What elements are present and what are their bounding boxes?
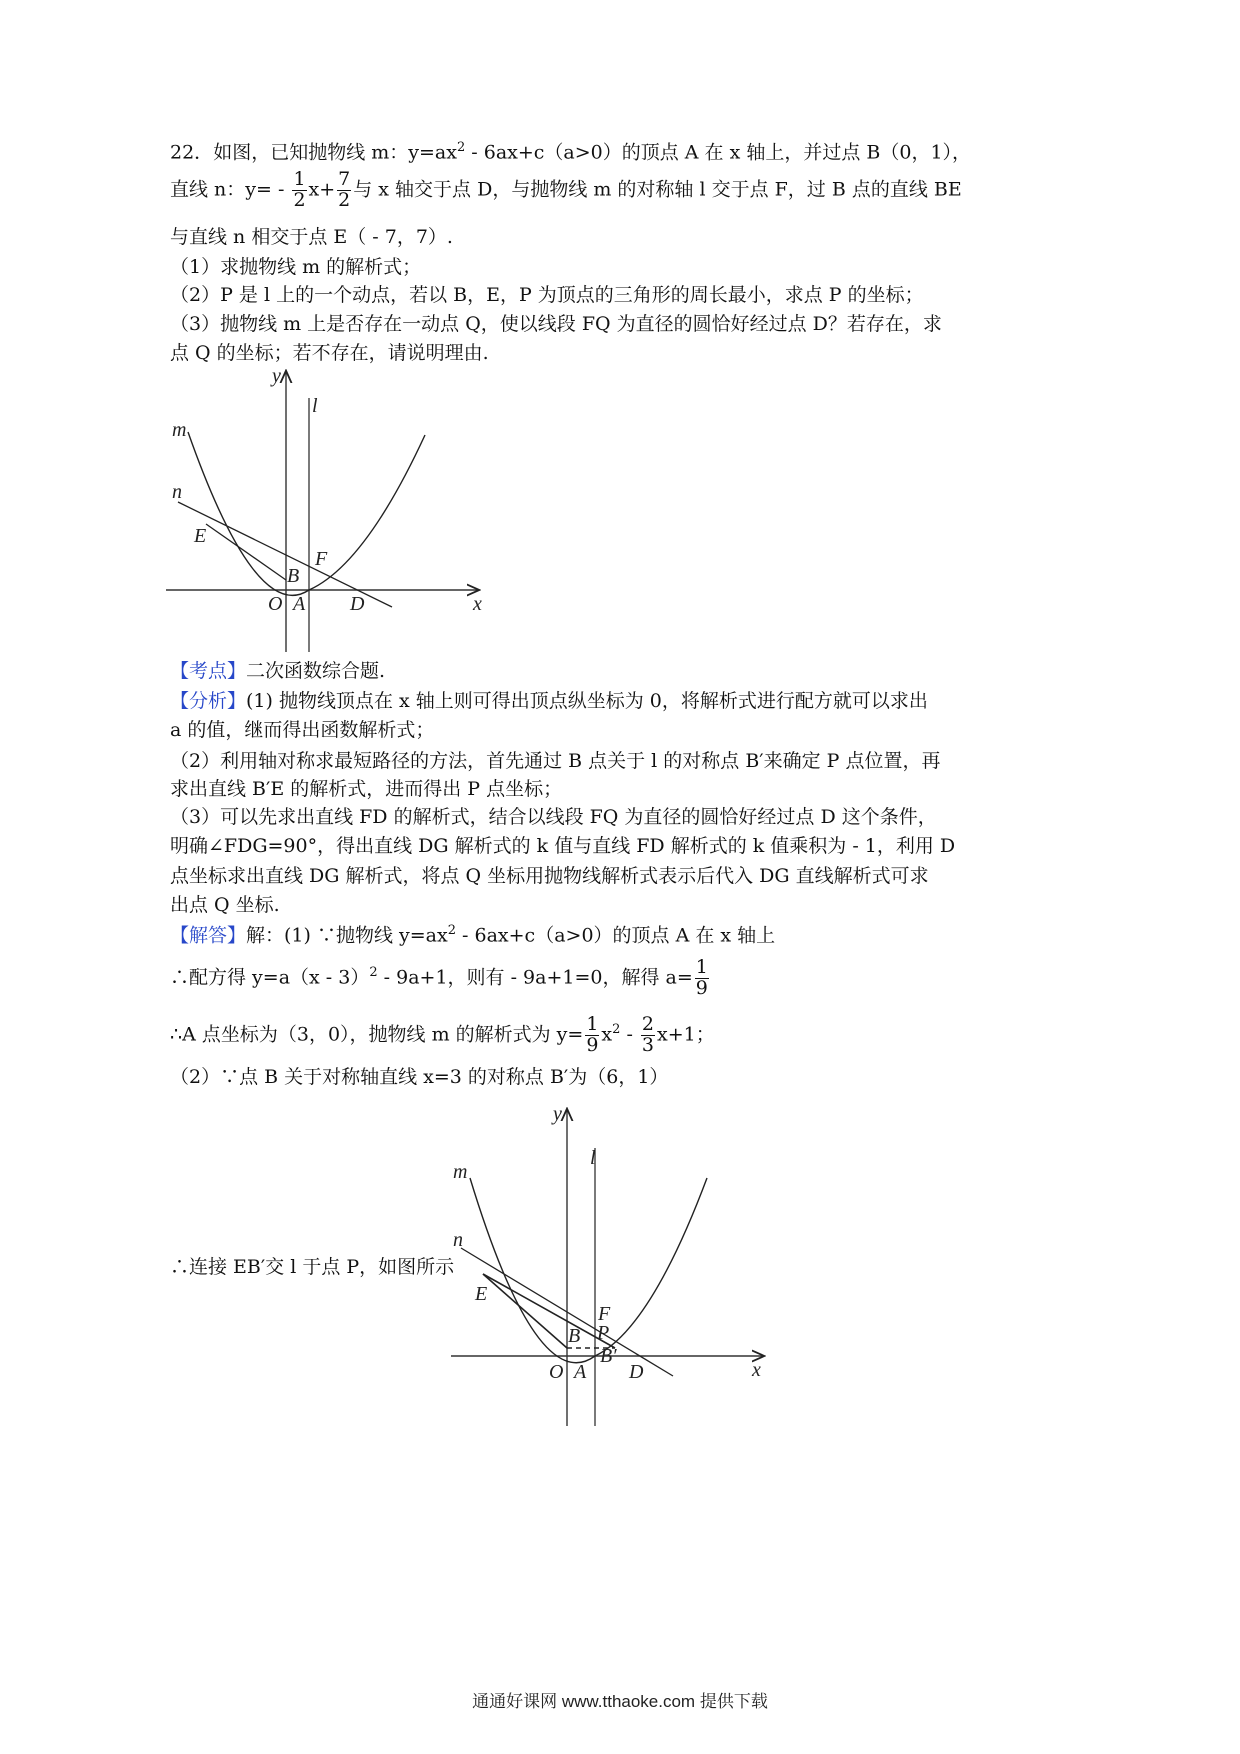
figure-2 — [445, 1098, 775, 1433]
label-y-2: y — [553, 1103, 562, 1125]
label-e-2: E — [475, 1283, 488, 1305]
label-a: A — [293, 593, 306, 615]
line-be — [206, 524, 286, 580]
jieda-line-5: ∴连接 EB′交 l 于点 P，如图所示 — [170, 1256, 455, 1278]
fenxi-line-4: 求出直线 B′E 的解析式，进而得出 P 点坐标； — [170, 778, 563, 800]
problem-line-1: 22．如图，已知抛物线 m：$y=ax^2 - 6ax+c(a>0)$的顶点 A 在 x 轴上，并过点 B（0，1）， — [170, 140, 972, 164]
label-f-2: F — [598, 1303, 611, 1325]
fraction-seven-halves: $\frac{7}{2}$ — [338, 168, 351, 211]
jieda-line-2: ∴配方得 y=a（x - 3）$^2$ - 9a+1，则有 - 9a+1=0，解得 a= $\frac{1}{9}$ — [170, 956, 708, 999]
figure-1 — [160, 360, 500, 660]
fenxi-line-8: 出点 Q 坐标. — [170, 894, 280, 916]
line-n — [178, 502, 392, 607]
kaodian-tag: 【考点】 — [170, 660, 247, 682]
label-l: l — [312, 395, 318, 417]
question-3-line-2: 点 Q 的坐标；若不存在，请说明理由. — [170, 342, 489, 364]
fenxi-tag: 【分析】 — [170, 690, 247, 712]
line-be-2 — [483, 1274, 567, 1348]
label-x-2: x — [752, 1359, 761, 1381]
fenxi-line-5: （3）可以先求出直线 FD 的解析式，结合以线段 FQ 为直径的圆恰好经过点 D 这个条件， — [170, 806, 937, 828]
label-n: n — [172, 481, 182, 503]
jieda-tag: 【解答】 — [170, 924, 247, 947]
fraction-two-thirds: $\frac{2}{3}$ — [641, 1013, 655, 1056]
label-l-2: l — [590, 1147, 596, 1169]
label-m: m — [172, 419, 187, 441]
question-3-line-1: （3）抛物线 m 上是否存在一动点 Q，使以线段 FQ 为直径的圆恰好经过点 D？若存在，求 — [170, 313, 942, 335]
question-1: （1）求抛物线 m 的解析式； — [170, 256, 422, 278]
label-b-2: B — [568, 1325, 581, 1347]
fenxi-line-6: 明确∠FDG=90°，得出直线 DG 解析式的 k 值与直线 FD 解析式的 k 值乘积为 - 1，利用 D — [170, 835, 956, 857]
parabola-m-2 — [470, 1178, 707, 1363]
jieda-line-1: 【解答】解：(1) ∵抛物线 $y=ax^2 - 6ax+c(a>0)$的顶点 A 在 x 轴上 — [170, 923, 776, 947]
problem-number: 22． — [170, 141, 214, 164]
fenxi-line-2: a 的值，继而得出函数解析式； — [170, 719, 435, 741]
label-x: x — [473, 593, 482, 615]
fraction-one-ninth: $\frac{1}{9}$ — [695, 956, 708, 999]
label-d-2: D — [629, 1361, 644, 1383]
label-d: D — [350, 593, 365, 615]
jieda-line-3: ∴A 点坐标为（3，0），抛物线 m 的解析式为 y= $\frac{1}{9}$ $x^2$ - $\frac{2}{3}$ x+1； — [170, 1013, 715, 1056]
label-o-2: O — [549, 1361, 564, 1383]
fraction-one-ninth-b: $\frac{1}{9}$ — [586, 1013, 599, 1056]
label-b-prime-2: B′ — [600, 1345, 617, 1367]
label-a-2: A — [574, 1361, 587, 1383]
fenxi-line-3: （2）利用轴对称求最短路径的方法，首先通过 B 点关于 l 的对称点 B′来确定 P 点位置，再 — [170, 750, 941, 772]
label-e: E — [194, 525, 207, 547]
question-2: （2）P 是 l 上的一个动点，若以 B，E，P 为顶点的三角形的周长最小，求点 P 的坐标； — [170, 284, 924, 306]
problem-line-2: 直线 n：y= - $\frac{1}{2}$ x+ $\frac{7}{2}$ 与 x 轴交于点 D，与抛物线 m 的对称轴 l 交于点 F，过 B 点的直线 BE — [170, 168, 962, 211]
problem-line-3: 与直线 n 相交于点 E（ - 7，7）. — [170, 226, 453, 248]
fenxi-line-7: 点坐标求出直线 DG 解析式，将点 Q 坐标用抛物线解析式表示后代入 DG 直线解析式可求 — [170, 865, 929, 887]
label-m-2: m — [453, 1161, 468, 1183]
jieda-line-4: （2）∵点 B 关于对称轴直线 x=3 的对称点 B′为（6，1） — [170, 1066, 669, 1088]
label-f: F — [315, 548, 328, 570]
label-o: O — [268, 593, 283, 615]
footer-source: 通通好课网 www.tthaoke.com 提供下载 — [472, 1692, 768, 1711]
kaodian: 【考点】二次函数综合题. — [170, 660, 386, 682]
parabola-m — [188, 432, 425, 595]
label-p-2: P — [597, 1322, 610, 1344]
fraction-one-half: $\frac{1}{2}$ — [293, 168, 306, 211]
label-n-2: n — [453, 1229, 463, 1251]
label-b: B — [287, 565, 300, 587]
label-y: y — [272, 365, 281, 387]
fenxi-line-1: 【分析】(1) 抛物线顶点在 x 轴上则可得出顶点纵坐标为 0，将解析式进行配方就可以求出 — [170, 690, 928, 712]
